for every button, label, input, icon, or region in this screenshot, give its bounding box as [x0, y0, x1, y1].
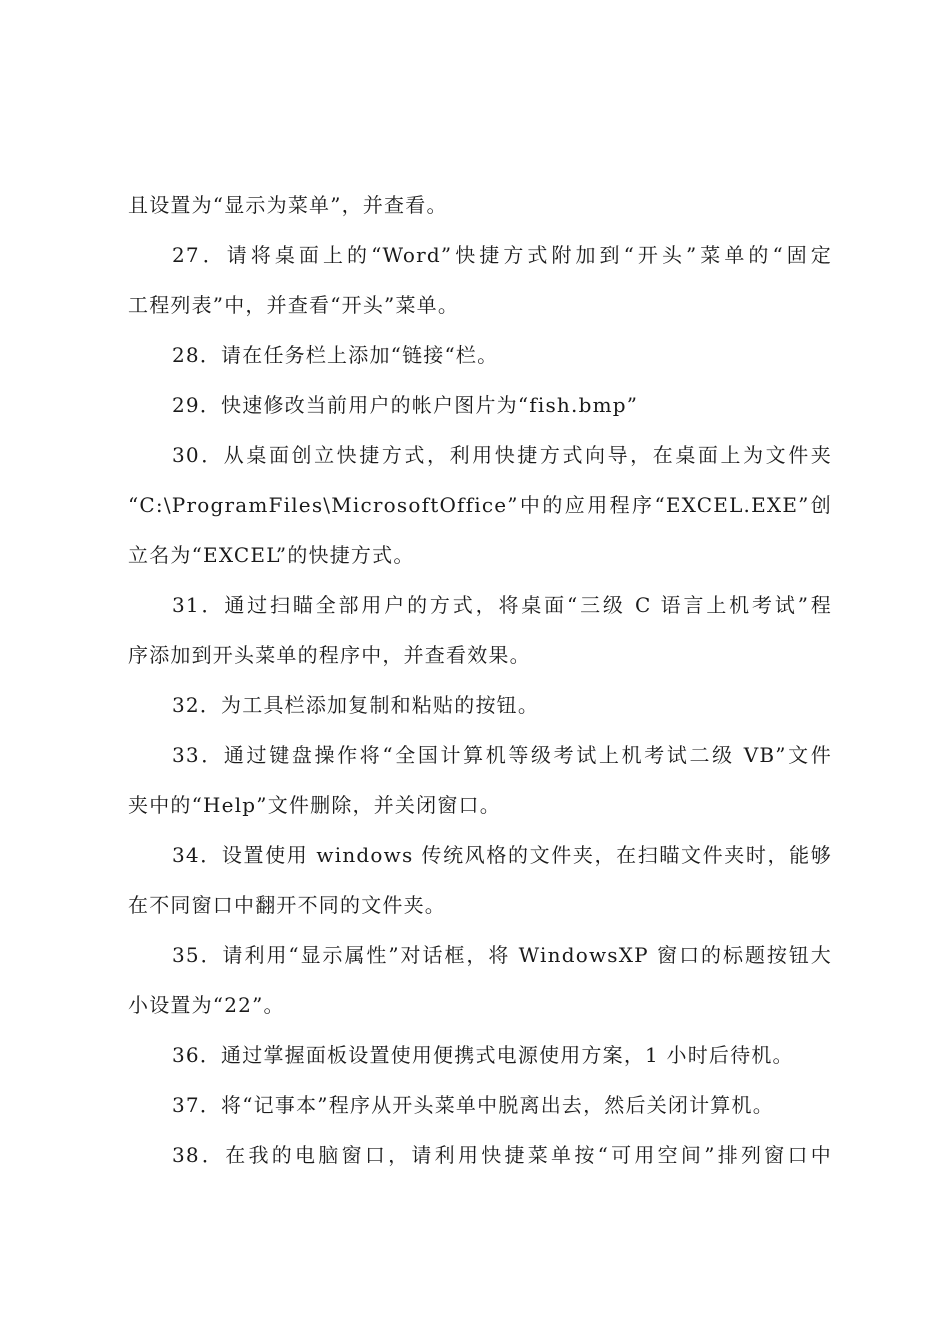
item-31-line-1: 31．通过扫瞄全部用户的方式，将桌面“三级 C 语言上机考试”程: [172, 593, 832, 617]
item-38-line-1: 38．在我的电脑窗口，请利用快捷菜单按“可用空间”排列窗口中: [172, 1143, 832, 1167]
item-34-line-2: 在不同窗口中翻开不同的文件夹。: [128, 893, 446, 917]
item-27-line-1: 27．请将桌面上的“Word”快捷方式附加到“开头”菜单的“固定: [172, 243, 832, 267]
item-37: 37．将“记事本”程序从开头菜单中脱离出去，然后关闭计算机。: [172, 1093, 774, 1117]
item-33-line-2: 夹中的“Help”文件删除，并关闭窗口。: [128, 793, 501, 817]
item-30-line-3: 立名为“EXCEL”的快捷方式。: [128, 543, 415, 567]
item-30-line-1: 30．从桌面创立快捷方式，利用快捷方式向导，在桌面上为文件夹: [172, 443, 832, 467]
text-line: 且设置为“显示为菜单”，并查看。: [128, 193, 448, 217]
item-28: 28．请在任务栏上添加“链接“栏。: [172, 343, 499, 367]
item-34-line-1: 34．设置使用 windows 传统风格的文件夹，在扫瞄文件夹时，能够: [172, 843, 832, 867]
item-33-line-1: 33．通过键盘操作将“全国计算机等级考试上机考试二级 VB”文件: [172, 743, 832, 767]
item-27-line-2: 工程列表”中，并查看“开头”菜单。: [128, 293, 460, 317]
item-32: 32．为工具栏添加复制和粘贴的按钮。: [172, 693, 540, 717]
item-35-line-2: 小设置为“22”。: [128, 993, 285, 1017]
item-36: 36．通过掌握面板设置使用便携式电源使用方案，1 小时后待机。: [172, 1043, 794, 1067]
item-35-line-1: 35．请利用“显示属性”对话框，将 WindowsXP 窗口的标题按钮大: [172, 943, 832, 967]
item-30-line-2: “C:\ProgramFiles\MicrosoftOffice”中的应用程序“EXCEL.EXE”创: [128, 493, 832, 517]
item-29: 29．快速修改当前用户的帐户图片为“fish.bmp”: [172, 393, 639, 417]
item-31-line-2: 序添加到开头菜单的程序中，并查看效果。: [128, 643, 531, 667]
